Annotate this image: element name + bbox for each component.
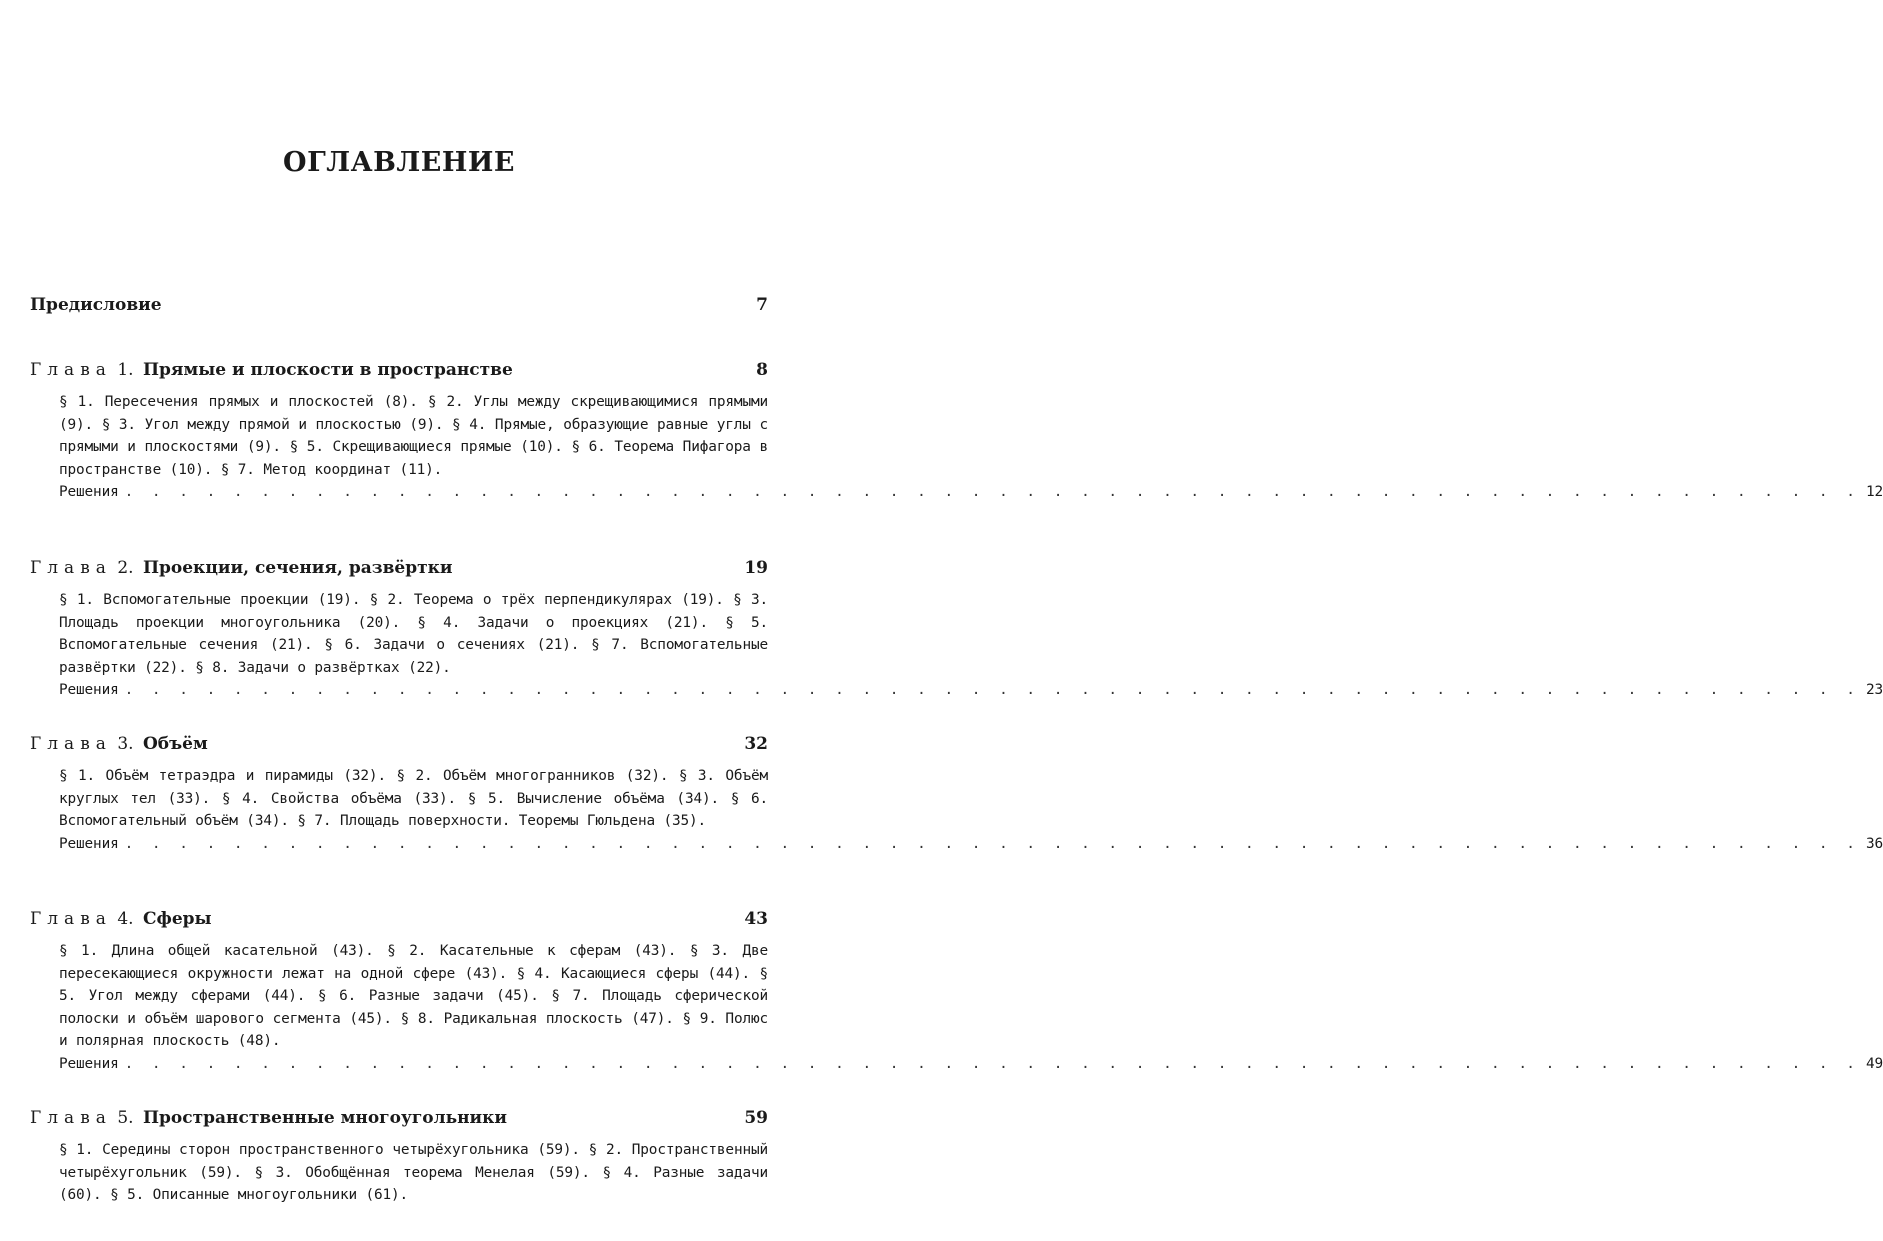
leader-dots: . . . . . . . . . . . . . . . . . . . . . . . . . . . . . . . . . . . . . . . . . . . . . . . . . . . . . . . . . . . . . . . .	[124, 1055, 1860, 1072]
solutions-label: Решения	[59, 484, 119, 500]
solutions-page: 36	[1865, 835, 1883, 852]
chapter-number: 2.	[117, 558, 134, 578]
solutions-label: Решения	[59, 835, 119, 852]
chapter-sections: § 1. Объём тетраэдра и пирамиды (32). § 2. Объём многогранников (32). § 3. Объём круглых тел (33). § 4. Свойства объёма (33). § 5. Вычисление объёма (34). § 6. Вспомогательный объём (34). § 7. Площадь поверхности. Теоремы Гюльдена (35).	[59, 768, 768, 829]
leader-dots: . . . . . . . . . . . . . . . . . . . . . . . . . . . . . . . . . . . . . . . . . . . . . . . . . . . . . . . . . . . . . . . .	[124, 682, 1860, 698]
chapter-title: Проекции, сечения, развёртки	[142, 558, 453, 578]
chapter-page: 43	[744, 909, 768, 929]
chapter-label: Глава	[30, 734, 112, 754]
chapter-number: 4.	[117, 909, 134, 929]
chapter-sections: § 1. Середины сторон пространственного четырёхугольника (59). § 2. Пространственный четырёхугольник (59). § 3. Обобщённая теорема Менелая (59). § 4. Разные задачи (60). § 5. Описанные многоугольники (61).	[59, 1142, 768, 1203]
solutions-entry[interactable]	[59, 481, 1883, 504]
chapter-label: Глава	[30, 1108, 112, 1128]
solutions-page: 23	[1865, 682, 1883, 698]
leader-dots: . . . . . . . . . . . . . . . . . . . . . . . . . . . . . . . . . . . . . . . . . . . . . . . . . . . . . . . . . . . . . . . .	[124, 484, 1860, 500]
chapter-number: 5.	[117, 1108, 134, 1128]
toc-chapter-3[interactable]	[30, 734, 1883, 855]
solutions-entry[interactable]	[59, 679, 1883, 702]
chapter-number: 3.	[117, 734, 134, 754]
solutions-page: 12	[1865, 484, 1883, 500]
chapter-label: Глава	[30, 360, 112, 380]
toc-chapter-4[interactable]	[30, 909, 1883, 1075]
toc-chapter-2[interactable]	[30, 558, 1883, 702]
chapter-heading	[30, 1108, 768, 1130]
solutions-label: Решения	[59, 682, 119, 698]
chapter-number: 1.	[117, 360, 134, 380]
preface-page: 7	[756, 295, 768, 315]
chapter-page: 59	[744, 1108, 768, 1128]
chapter-heading	[30, 734, 768, 756]
chapter-title: Сферы	[142, 909, 212, 929]
toc-chapter-1[interactable]	[30, 360, 1883, 504]
chapter-page: 32	[744, 734, 768, 754]
chapter-title: Объём	[142, 734, 208, 754]
preface-label: Предисловие	[30, 295, 162, 315]
chapter-sections: § 1. Пересечения прямых и плоскостей (8). § 2. Углы между скрещивающимися прямыми (9). § 3. Угол между прямой и плоскостью (9). § 4. Прямые, образующие равные углы с прямыми и плоскостями (9). § 5. Скрещивающиеся прямые (10). § 6. Теорема Пифагора в пространстве (10). § 7. Метод координат (11).	[59, 394, 768, 478]
page-title: ОГЛАВЛЕНИЕ	[283, 147, 515, 178]
solutions-label: Решения	[59, 1055, 119, 1072]
chapter-heading	[30, 558, 768, 580]
solutions-entry[interactable]	[59, 1053, 1883, 1076]
chapter-sections: § 1. Вспомогательные проекции (19). § 2. Теорема о трёх перпендикулярах (19). § 3. Площадь проекции многоугольника (20). § 4. Задачи о проекциях (21). § 5. Вспомогательные сечения (21). § 6. Задачи о сечениях (21). § 7. Вспомогательные развёртки (22). § 8. Задачи о развёртках (22).	[59, 592, 768, 676]
leader-dots: . . . . . . . . . . . . . . . . . . . . . . . . . . . . . . . . . . . . . . . . . . . . . . . . . . . . . . . . . . . . . . . .	[124, 835, 1860, 852]
chapter-page: 19	[744, 558, 768, 578]
chapter-label: Глава	[30, 909, 112, 929]
chapter-title: Пространственные многоугольники	[142, 1108, 508, 1128]
chapter-heading	[30, 360, 768, 382]
chapter-sections: § 1. Длина общей касательной (43). § 2. Касательные к сферам (43). § 3. Две пересекающиеся окружности лежат на одной сфере (43). § 4. Касающиеся сферы (44). § 5. Угол между сферами (44). § 6. Разные задачи (45). § 7. Площадь сферической полоски и объём шарового сегмента (45). § 8. Радикальная плоскость (47). § 9. Полюс и полярная плоскость (48).	[59, 943, 768, 1049]
chapter-title: Прямые и плоскости в пространстве	[142, 360, 513, 380]
chapter-heading	[30, 909, 768, 931]
chapter-page: 8	[756, 360, 768, 380]
toc-preface[interactable]	[30, 295, 768, 315]
solutions-page: 49	[1865, 1055, 1883, 1072]
chapter-label: Глава	[30, 558, 112, 578]
solutions-entry[interactable]	[59, 833, 1883, 856]
toc-chapter-5[interactable]	[30, 1108, 768, 1207]
